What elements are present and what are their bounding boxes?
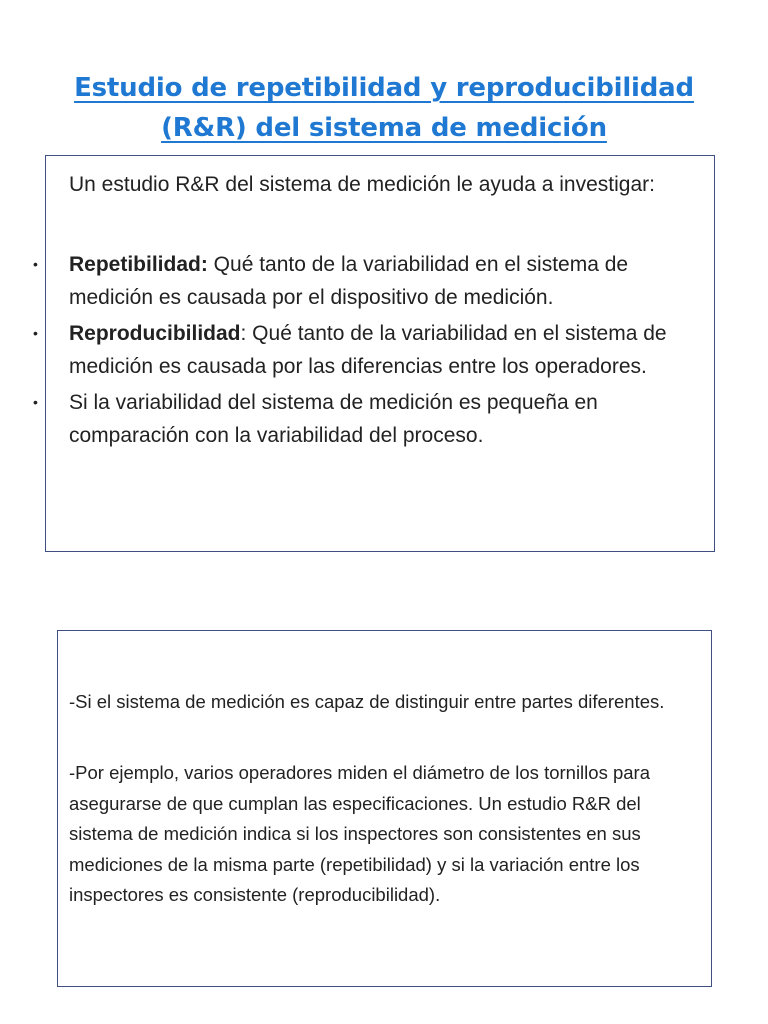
- bullet-term: Reproducibilidad: [69, 322, 241, 345]
- bullet-icon: •: [33, 394, 38, 410]
- example-box: [57, 630, 712, 987]
- bullet-text: Si la variabilidad del sistema de medición es pequeña en comparación con la variabilidad del proceso.: [69, 391, 598, 447]
- bullet-list: [33, 248, 706, 455]
- list-item: [33, 386, 706, 452]
- page-title: [0, 68, 768, 148]
- paragraph-distinguish: -Si el sistema de medición es capaz de distinguir entre partes diferentes.: [69, 691, 665, 712]
- bullet-term: Repetibilidad:: [69, 253, 208, 276]
- bullet-text: Qué tanto de la variabilidad en el sistema de medición es causada por el dispositivo de medición.: [69, 253, 629, 309]
- definition-box: [33, 155, 715, 552]
- bullet-icon: •: [33, 256, 38, 272]
- paragraph-example: -Por ejemplo, varios operadores miden el diámetro de los tornillos para asegurarse de que cumplan las especificaciones. Un estudio R&R del sistema de medición indica si los inspectores son consistentes en sus mediciones de la misma parte (repetibilidad) y si la variación entre los inspectores es consistente (reproducibilidad).: [69, 762, 650, 905]
- title-line-2: (R&R) del sistema de medición: [161, 113, 607, 143]
- list-item: [33, 248, 706, 314]
- list-item: [33, 317, 706, 383]
- title-line-1: Estudio de repetibilidad y reproducibilidad: [74, 73, 694, 103]
- bullet-icon: •: [33, 325, 38, 341]
- intro-text: Un estudio R&R del sistema de medición le ayuda a investigar:: [69, 173, 655, 196]
- bullet-text: : Qué tanto de la variabilidad en el sistema de medición es causada por las diferencias entre los operadores.: [69, 322, 667, 378]
